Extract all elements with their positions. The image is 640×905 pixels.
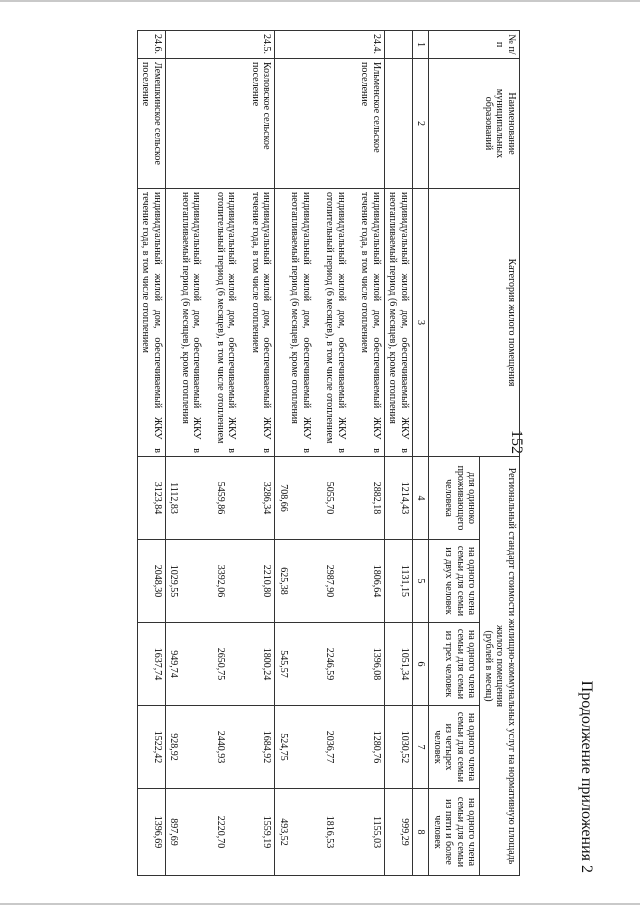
row-gap	[226, 460, 261, 536]
value: 1806,64	[371, 564, 382, 598]
row-category: индивидуальный жилой дом, обеспечиваемый ЖКУ в отопительный период (6 месяцев), в том числе отоплением	[215, 192, 238, 453]
row-gap	[347, 192, 359, 453]
col-number: 8	[413, 789, 430, 876]
value: 3286,34	[261, 481, 273, 515]
row-gap	[180, 626, 215, 702]
value: 493,52	[278, 818, 289, 846]
row-gap	[238, 192, 250, 453]
header-sub-4: на одного члена семьи для семьи из четырех человек	[429, 706, 480, 789]
value-cell	[166, 789, 276, 876]
value: 1029,55	[168, 564, 180, 598]
header-sub-1: для одиноко проживающего человека	[429, 457, 480, 540]
value: 2987,90	[324, 564, 336, 598]
value-cell	[166, 623, 276, 706]
value-cell: 1030,52	[385, 706, 413, 789]
header-sub-3: на одного члена семьи для семьи из трех человек	[429, 623, 480, 706]
header-municipality: Наименование муниципальных образований	[429, 59, 520, 189]
row-gap	[180, 460, 215, 536]
col-number: 6	[413, 623, 430, 706]
row-gap	[289, 792, 324, 872]
row-gap	[289, 460, 324, 536]
value: 928,92	[168, 733, 180, 761]
col-number: 5	[413, 540, 430, 623]
value-cell: 1396,69	[138, 789, 166, 876]
column-number-row	[413, 31, 430, 876]
value-cell	[275, 706, 385, 789]
row-gap	[336, 460, 371, 536]
value-cell	[166, 706, 276, 789]
row-gap	[226, 543, 261, 619]
value: 2220,70	[215, 815, 226, 849]
row-category: индивидуальный жилой дом, обеспечиваемый ЖКУ в отопительный период (6 месяцев), в том числе отоплением	[324, 192, 347, 453]
value-cell: 1214,43	[385, 457, 413, 540]
value-cell: 1522,42	[138, 706, 166, 789]
row-category: индивидуальный жилой дом, обеспечиваемый ЖКУ в неотапливаемый период (6 месяцев), кроме отопления	[385, 189, 413, 457]
value: 2882,18	[371, 481, 382, 515]
row-municipality	[385, 59, 413, 189]
appendix-title: Продолжение приложения 2	[578, 680, 595, 873]
value: 1396,08	[371, 647, 382, 681]
table-row	[275, 31, 385, 876]
value: 2440,93	[215, 730, 226, 764]
row-municipality: Ильменское сельское поселение	[275, 59, 385, 189]
value-cell	[275, 457, 385, 540]
row-category-cell	[275, 189, 385, 457]
row-num	[385, 31, 413, 59]
value: 524,75	[278, 733, 289, 761]
header-sub-2: на одного члена семьи для семьи из двух человек	[429, 540, 480, 623]
table-row	[385, 31, 413, 876]
row-gap	[226, 626, 261, 702]
col-number: 4	[413, 457, 430, 540]
value: 2246,59	[324, 647, 336, 681]
value: 2036,77	[324, 730, 336, 764]
value: 1280,76	[371, 730, 382, 764]
value: 2210,80	[261, 564, 273, 598]
value: 625,38	[278, 567, 289, 595]
header-unit: (рублей в месяц)	[483, 630, 494, 702]
col-number: 1	[413, 31, 430, 59]
value: 897,69	[168, 818, 180, 846]
value: 1559,19	[261, 815, 273, 849]
value-cell	[275, 789, 385, 876]
value-cell: 3123,84	[138, 457, 166, 540]
value-cell: 1131,15	[385, 540, 413, 623]
value: 1155,03	[371, 815, 382, 849]
value: 2650,75	[215, 647, 226, 681]
tariff-table	[137, 30, 520, 876]
value: 5459,86	[215, 481, 226, 515]
row-gap	[289, 543, 324, 619]
header-standard	[480, 457, 520, 876]
value: 1816,53	[324, 815, 336, 849]
row-gap	[289, 709, 324, 785]
value-cell: 1051,34	[385, 623, 413, 706]
value: 1800,24	[261, 647, 273, 681]
value-cell	[275, 623, 385, 706]
row-num: 24.6.	[138, 31, 166, 59]
value: 545,57	[278, 650, 289, 678]
col-number: 2	[413, 59, 430, 189]
value-cell	[275, 540, 385, 623]
row-category: индивидуальный жилой дом, обеспечиваемый ЖКУ в неотапливаемый период (6 месяцев), кроме отопления	[289, 192, 312, 453]
row-category: индивидуальный жилой дом, обеспечиваемый ЖКУ в неотапливаемый период (6 месяцев), кроме отопления	[180, 192, 203, 453]
value-cell	[166, 457, 276, 540]
header-num: № п/п	[429, 31, 520, 59]
row-gap	[180, 709, 215, 785]
row-gap	[203, 192, 215, 453]
value-cell: 1637,74	[138, 623, 166, 706]
row-gap	[226, 792, 261, 872]
row-gap	[336, 626, 371, 702]
value-cell: 999,29	[385, 789, 413, 876]
col-number: 7	[413, 706, 430, 789]
row-gap	[226, 709, 261, 785]
row-gap	[289, 626, 324, 702]
value: 3392,06	[215, 564, 226, 598]
row-category: индивидуальный жилой дом, обеспечиваемый ЖКУ в течение года, в том числе отоплением	[250, 192, 273, 453]
value: 708,66	[278, 484, 289, 512]
row-gap	[336, 709, 371, 785]
row-gap	[336, 543, 371, 619]
row-gap	[180, 543, 215, 619]
value: 949,74	[168, 650, 180, 678]
value: 1112,83	[168, 482, 180, 514]
value-cell	[166, 540, 276, 623]
row-municipality: Лемешкинское сельское поселение	[138, 59, 166, 189]
header-sub-5: на одного члена семьи для семьи из пяти и более человек	[429, 789, 480, 876]
row-gap	[180, 792, 215, 872]
table-row	[138, 31, 166, 876]
col-number: 3	[413, 189, 430, 457]
page-number: 152	[508, 430, 525, 454]
header-standard-text: Региональный стандарт стоимости жилищно-коммунальных услуг на нормативную площадь жилого помещения	[494, 467, 517, 865]
row-num: 24.5.	[166, 31, 276, 59]
value: 5055,70	[324, 481, 336, 515]
value-cell: 2048,30	[138, 540, 166, 623]
row-gap	[336, 792, 371, 872]
header-category: Категория жилого помещения	[429, 189, 520, 457]
row-category: индивидуальный жилой дом, обеспечиваемый ЖКУ в течение года, в том числе отоплением	[138, 189, 166, 457]
row-category-cell	[166, 189, 276, 457]
value: 1684,92	[261, 730, 273, 764]
table-row	[166, 31, 276, 876]
row-gap	[312, 192, 324, 453]
row-num: 24.4.	[275, 31, 385, 59]
row-category: индивидуальный жилой дом, обеспечиваемый ЖКУ в течение года, в том числе отоплением	[359, 192, 382, 453]
row-municipality: Козловское сельское поселение	[166, 59, 276, 189]
